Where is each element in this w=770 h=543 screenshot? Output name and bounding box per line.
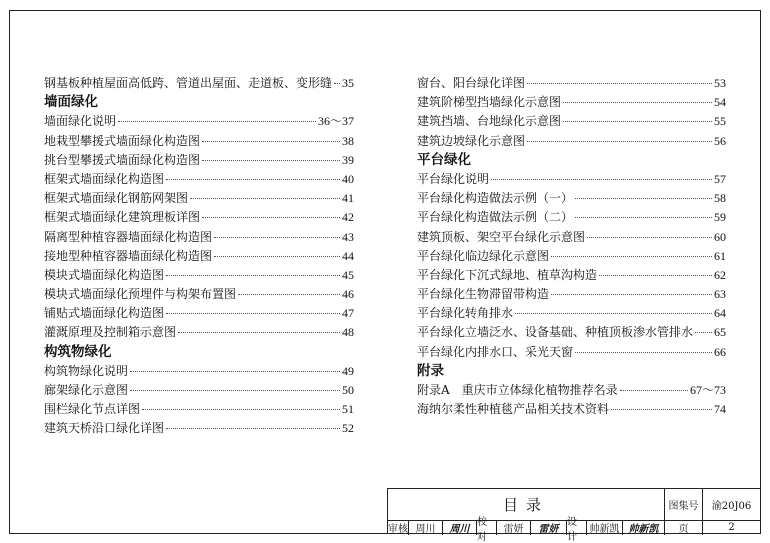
page-label: 页: [678, 524, 689, 535]
toc-section-heading: 墙面绿化: [44, 94, 98, 111]
toc-leader-dots: [551, 294, 712, 295]
toc-leader-dots: [599, 275, 712, 276]
toc-entry-page: 61: [714, 248, 726, 263]
toc-leader-dots: [214, 237, 340, 238]
toc-entry-title: 平台绿化构造做法示例（二）: [417, 210, 574, 225]
toc-entry: [417, 112, 726, 131]
toc-entry-page: 36～37: [317, 114, 354, 129]
toc-entry: [44, 228, 354, 247]
toc-entry-title: 构筑物绿化说明: [44, 363, 129, 378]
toc-entry: [417, 285, 726, 304]
toc-entry: [44, 189, 354, 208]
toc-entry-page: 74: [714, 402, 726, 417]
toc-entry-page: 48: [342, 325, 354, 340]
proof-label: 校对: [477, 516, 487, 543]
toc-entry-page: 39: [342, 152, 354, 167]
toc-entry-title: 隔离型种植容器墙面绿化构造图: [44, 229, 213, 244]
toc-leader-dots: [214, 256, 340, 257]
toc-entry-title: 铺贴式墙面绿化构造图: [44, 306, 165, 321]
toc-entry: [417, 323, 726, 342]
toc-entry: [44, 285, 354, 304]
toc-entry-title: 平台绿化生物滞留带构造: [417, 287, 550, 302]
toc-entry: [44, 304, 354, 323]
toc-right-column: [417, 74, 726, 419]
toc-leader-dots: [527, 141, 712, 142]
toc-entry: [417, 189, 726, 208]
reviewer-name: 周川: [415, 524, 436, 535]
toc-entry: [44, 247, 354, 266]
atlas-number-cell: [702, 489, 760, 520]
toc-leader-dots: [611, 409, 712, 410]
toc-leader-dots: [563, 102, 712, 103]
toc-entry-title: 钢基板种植屋面高低跨、管道出屋面、走道板、变形缝: [44, 76, 333, 90]
toc-entry-title: 建筑顶板、架空平台绿化示意图: [417, 229, 586, 244]
toc-entry: [44, 74, 354, 93]
toc-leader-dots: [238, 294, 340, 295]
toc-entry-page: 53: [714, 76, 726, 90]
toc-entry-page: 50: [342, 383, 354, 397]
toc-leader-dots: [620, 390, 688, 391]
toc-entry: [44, 362, 354, 381]
toc-entry-title: 框架式墙面绿化钢筋网架图: [44, 191, 189, 206]
toc-leader-dots: [130, 371, 340, 372]
toc-entry: [417, 74, 726, 93]
toc-leader-dots: [575, 217, 712, 218]
toc-leader-dots: [575, 198, 712, 199]
toc-entry-title: 建筑边坡绿化示意图: [417, 133, 526, 148]
toc-entry-title: 围栏绿化节点详图: [44, 402, 141, 417]
review-label-cell: [388, 520, 408, 535]
toc-entry: [417, 132, 726, 151]
design-label-cell: [566, 516, 586, 543]
toc-entry-page: 60: [714, 229, 726, 244]
toc-entry-title: 廊架绿化示意图: [44, 383, 129, 397]
designer-signature: [622, 520, 664, 535]
toc-entry-page: 65: [714, 325, 726, 340]
toc-entry: [44, 112, 354, 131]
toc-entry: [44, 400, 354, 419]
toc-leader-dots: [130, 390, 340, 391]
toc-entry-page: 66: [714, 344, 726, 359]
toc-entry-page: 46: [342, 287, 354, 302]
toc-entry-page: 40: [342, 171, 354, 186]
title-cell: [388, 489, 664, 520]
toc-entry: [417, 228, 726, 247]
toc-leader-dots: [334, 83, 340, 84]
toc-entry-page: 59: [714, 210, 726, 225]
toc-section-heading: 平台绿化: [417, 151, 471, 168]
page-number-cell: [702, 520, 760, 535]
toc-entry-title: 模块式墙面绿化预埋件与构架布置图: [44, 287, 237, 302]
proofer-signature: [530, 520, 566, 535]
toc-entry: [417, 266, 726, 285]
toc-entry: [44, 266, 354, 285]
toc-entry: [417, 93, 726, 112]
toc-entry-title: 平台绿化临边绿化示意图: [417, 248, 550, 263]
toc-entry-page: 41: [342, 191, 354, 206]
toc-entry: [417, 170, 726, 189]
toc-entry-title: 平台绿化构造做法示例（一）: [417, 191, 574, 206]
toc-entry-title: 平台绿化转角排水: [417, 306, 514, 321]
toc-entry-title: 灌溉原理及控制箱示意图: [44, 325, 177, 340]
toc-section-heading: 附录: [417, 362, 444, 379]
toc-entry-page: 51: [342, 402, 354, 417]
toc-leader-dots: [166, 275, 340, 276]
title-block-row-bottom: [388, 516, 760, 543]
toc-leader-dots: [166, 179, 340, 180]
toc-entry-title: 墙面绿化说明: [44, 114, 117, 129]
proofer-signature-mark: 雷妍: [538, 524, 559, 535]
toc-leader-dots: [563, 121, 712, 122]
toc-entry-page: 62: [714, 267, 726, 282]
toc-leader-dots: [491, 179, 712, 180]
toc-entry: [44, 323, 354, 342]
toc-entry: [417, 381, 726, 400]
toc-entry: [44, 151, 354, 170]
toc-entry-page: 52: [342, 421, 354, 436]
toc-entry-title: 框架式墙面绿化构造图: [44, 171, 165, 186]
page-label-cell: [664, 520, 702, 535]
toc-entry-page: 42: [342, 210, 354, 225]
proof-label-cell: [476, 516, 496, 543]
designer-signature-mark: 帅新凯: [628, 524, 659, 535]
atlas-number: 渝20J06: [711, 501, 752, 512]
toc-leader-dots: [527, 83, 712, 84]
toc-entry-page: 58: [714, 191, 726, 206]
toc-leader-dots: [551, 256, 712, 257]
toc-leader-dots: [575, 352, 712, 353]
toc-entry-title: 模块式墙面绿化构造图: [44, 267, 165, 282]
toc-entry-title: 挑台型攀援式墙面绿化构造图: [44, 152, 201, 167]
toc-entry-page: 63: [714, 287, 726, 302]
atlas-label-cell: [664, 489, 702, 520]
toc-entry-title: 窗台、阳台绿化详图: [417, 76, 526, 90]
toc-entry: [44, 419, 354, 438]
toc-leader-dots: [166, 428, 340, 429]
toc-entry-page: 57: [714, 171, 726, 186]
toc-entry-page: 49: [342, 363, 354, 378]
toc-entry-title: 接地型种植容器墙面绿化构造图: [44, 248, 213, 263]
toc-entry-page: 54: [714, 95, 726, 110]
toc-entry-title: 建筑阶梯型挡墙绿化示意图: [417, 95, 562, 110]
toc-entry-page: 67～73: [689, 383, 726, 397]
design-label: 设计: [567, 516, 577, 543]
toc-entry: [417, 343, 726, 362]
toc-leader-dots: [190, 198, 340, 199]
toc-entry-page: 47: [342, 306, 354, 321]
toc-entry-title: 平台绿化内排水口、采光天窗: [417, 344, 574, 359]
toc-leader-dots: [587, 237, 712, 238]
toc-entry-title: 地栽型攀援式墙面绿化构造图: [44, 133, 201, 148]
review-label: 审核: [388, 524, 408, 535]
reviewer-signature: [442, 520, 476, 535]
toc-entry-title: 平台绿化立墙泛水、设备基础、种植顶板渗水管排水: [417, 325, 694, 340]
toc-section-heading: 构筑物绿化: [44, 343, 112, 360]
toc-entry-page: 38: [342, 133, 354, 148]
toc-entry-page: 44: [342, 248, 354, 263]
toc-entry: [44, 381, 354, 400]
toc-entry-page: 35: [342, 76, 354, 90]
toc-entry: [44, 132, 354, 151]
toc-entry-title: 平台绿化说明: [417, 171, 490, 186]
toc-leader-dots: [515, 313, 712, 314]
toc-entry-title: 框架式墙面绿化建筑理板详图: [44, 210, 201, 225]
toc-entry: [417, 304, 726, 323]
page-title: 目录: [502, 496, 549, 514]
toc-leader-dots: [178, 332, 340, 333]
designer-cell: [586, 520, 622, 535]
toc-entry-title: 附录A 重庆市立体绿化植物推荐名录: [417, 383, 618, 397]
toc-entry-page: 55: [714, 114, 726, 129]
toc-leader-dots: [166, 313, 340, 314]
toc-entry: [417, 208, 726, 227]
toc-entry-title: 海纳尔柔性种植毯产品相关技术资料: [417, 402, 610, 417]
reviewer-signature-mark: 周川: [449, 524, 470, 535]
toc-entry: [44, 170, 354, 189]
toc-leader-dots: [142, 409, 340, 410]
toc-entry-page: 45: [342, 267, 354, 282]
page-number: 2: [728, 522, 735, 533]
toc-entry-title: 平台绿化下沉式绿地、植草沟构造: [417, 267, 598, 282]
toc-entry: [44, 208, 354, 227]
toc-entry-title: 建筑挡墙、台地绿化示意图: [417, 114, 562, 129]
toc-entry-title: 建筑天桥沿口绿化详图: [44, 421, 165, 436]
designer-name: 帅新凯: [589, 524, 620, 535]
toc-left-column: [44, 74, 354, 439]
toc-leader-dots: [202, 141, 340, 142]
proofer-name: 雷妍: [503, 524, 524, 535]
toc-entry-page: 56: [714, 133, 726, 148]
atlas-label: 图集号: [668, 501, 699, 512]
toc-leader-dots: [695, 332, 712, 333]
title-block: [387, 488, 761, 543]
toc-leader-dots: [118, 121, 316, 122]
toc-entry: [417, 247, 726, 266]
toc-leader-dots: [202, 160, 340, 161]
toc-entry-page: 43: [342, 229, 354, 244]
toc-entry-page: 64: [714, 306, 726, 321]
reviewer-cell: [408, 520, 442, 535]
proofer-cell: [496, 520, 530, 535]
toc-entry: [417, 400, 726, 419]
toc-leader-dots: [202, 217, 340, 218]
